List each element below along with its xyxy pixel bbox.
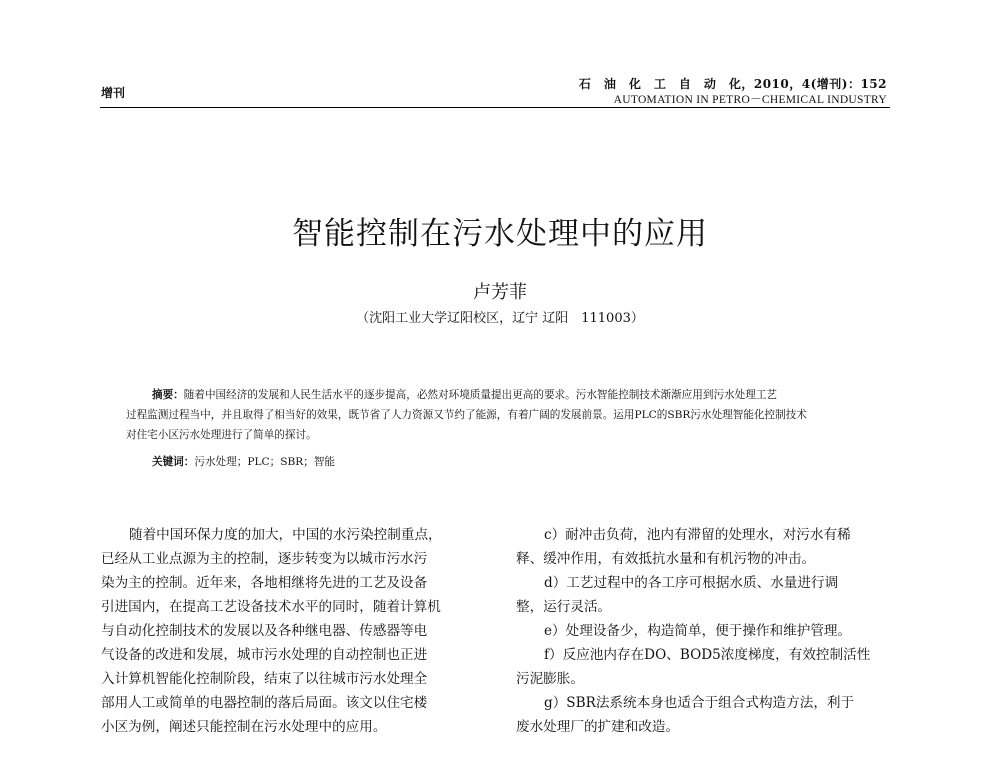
issue-label: 增刊 — [101, 86, 126, 100]
keywords — [152, 454, 335, 469]
abstract-label: 摘要： — [152, 389, 184, 401]
author-name: 卢芳菲 — [473, 282, 527, 303]
body-column-right — [516, 523, 896, 739]
body-line: 小区为例，阐述只能控制在污水处理中的应用。 — [101, 719, 387, 735]
body-line: 染为主的控制。近年来，各地相继将先进的工艺及设备 — [101, 575, 428, 591]
body-line: f）反应池内存在DO、BOD5浓度梯度，有效控制活性 — [544, 647, 871, 663]
header-rule — [100, 107, 890, 108]
body-line: 入计算机智能化控制阶段，结束了以往城市污水处理全 — [101, 671, 428, 687]
abstract-line — [126, 385, 886, 405]
keywords-label: 关键词： — [152, 456, 195, 468]
body-line: d）工艺过程中的各工序可根据水质、水量进行调 — [544, 575, 839, 591]
author-affiliation: （沈阳工业大学辽阳校区，辽宁 辽阳 111003） — [356, 311, 644, 326]
body-line: 部用人工或简单的电器控制的落后局面。该文以住宅楼 — [101, 695, 428, 711]
body-line: 随着中国环保力度的加大，中国的水污染控制重点， — [129, 527, 442, 543]
body-line: 整，运行灵活。 — [516, 599, 612, 615]
journal-name-cn: 石 油 化 工 自 动 化，2010，4(增刊)：152 — [578, 77, 887, 91]
body-line: 废水处理厂的扩建和改造。 — [516, 719, 680, 735]
abstract-line: 过程监测过程当中，并且取得了相当好的效果，既节省了人力资源又节约了能源，有着广阔的发展前景。运用PLC的SBR污水处理智能化控制技术 — [126, 409, 807, 421]
abstract — [126, 385, 886, 445]
keywords-text: 污水处理；PLC；SBR；智能 — [194, 456, 336, 468]
body-line: g）SBR法系统本身也适合于组合式构造方法，利于 — [544, 695, 855, 711]
body-column-left — [101, 523, 481, 739]
abstract-text: 随着中国经济的发展和人民生活水平的逐步提高，必然对环境质量提出更高的要求。污水智能控制技术渐渐应用到污水处理工艺 — [183, 389, 778, 401]
abstract-line: 对住宅小区污水处理进行了简单的探讨。 — [126, 429, 317, 441]
paper-title: 智能控制在污水处理中的应用 — [292, 216, 708, 252]
body-line: e）处理设备少，构造简单，便于操作和维护管理。 — [544, 623, 852, 639]
journal-name-en: AUTOMATION IN PETRO－CHEMICAL INDUSTRY — [613, 94, 887, 106]
body-line: 污泥膨胀。 — [516, 671, 584, 687]
body-line: 与自动化控制技术的发展以及各种继电器、传感器等电 — [101, 623, 428, 639]
body-line: 已经从工业点源为主的控制，逐步转变为以城市污水污 — [101, 551, 428, 567]
body-line: c）耐冲击负荷，池内有滞留的处理水，对污水有稀 — [544, 527, 851, 543]
body-line: 释、缓冲作用，有效抵抗水量和有机污物的冲击。 — [516, 551, 816, 567]
body-line: 气设备的改进和发展，城市污水处理的自动控制也正进 — [101, 647, 428, 663]
body-line: 引进国内，在提高工艺设备技术水平的同时，随着计算机 — [101, 599, 441, 615]
